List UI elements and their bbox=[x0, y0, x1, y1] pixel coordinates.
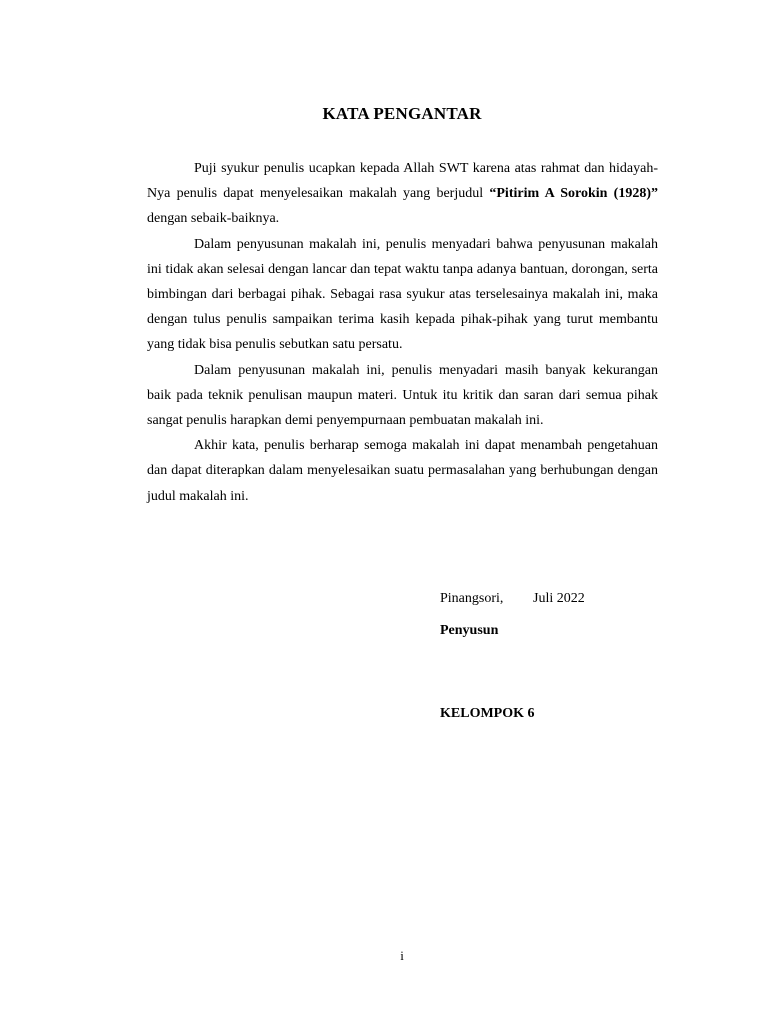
paragraph-3: Dalam penyusunan makalah ini, penulis menyadari masih banyak kekurangan baik pada teknik penulisan maupun materi. Untuk itu kritik dan saran dari semua pihak sangat penulis harapkan demi penyempurnaan pembuatan makalah ini. bbox=[147, 362, 658, 429]
body-text bbox=[147, 156, 658, 509]
page-number: i bbox=[400, 948, 404, 963]
paragraph-2: Dalam penyusunan makalah ini, penulis menyadari bahwa penyusunan makalah ini tidak akan selesai dengan lancar dan tepat waktu tanpa adanya bantuan, dorongan, serta bimbingan dari berbagai pihak. Sebagai rasa syukur atas terselesainya makalah ini, maka dengan tulus penulis sampaikan terima kasih kepada pihak-pihak yang turut membantu yang tidak bisa penulis sebutkan satu persatu. bbox=[147, 236, 658, 353]
paragraph-4: Akhir kata, penulis berharap semoga makalah ini dapat menambah pengetahuan dan dapat diterapkan dalam menyelesaikan suatu permasalahan yang berhubungan dengan judul makalah ini. bbox=[147, 438, 658, 504]
signature-date: Juli 2022 bbox=[533, 591, 585, 606]
paragraph-1-text-start: Puji syukur penulis ucapkan kepada Allah SWT karena atas rahmat dan hidayah-Nya penulis dapat menyelesaikan makalah yang berjudul bbox=[147, 161, 658, 202]
paper-title-reference: “Pitirim A Sorokin (1928)” bbox=[489, 186, 659, 202]
signature-group: KELOMPOK 6 bbox=[440, 706, 535, 721]
page-title: KATA PENGANTAR bbox=[322, 104, 482, 123]
paragraph-1 bbox=[147, 156, 658, 232]
signature-place: Pinangsori, bbox=[440, 591, 504, 606]
signature-role: Penyusun bbox=[440, 623, 499, 638]
signature-place-date bbox=[440, 591, 585, 607]
paragraph-1-text-end: dengan sebaik-baiknya. bbox=[147, 211, 280, 227]
